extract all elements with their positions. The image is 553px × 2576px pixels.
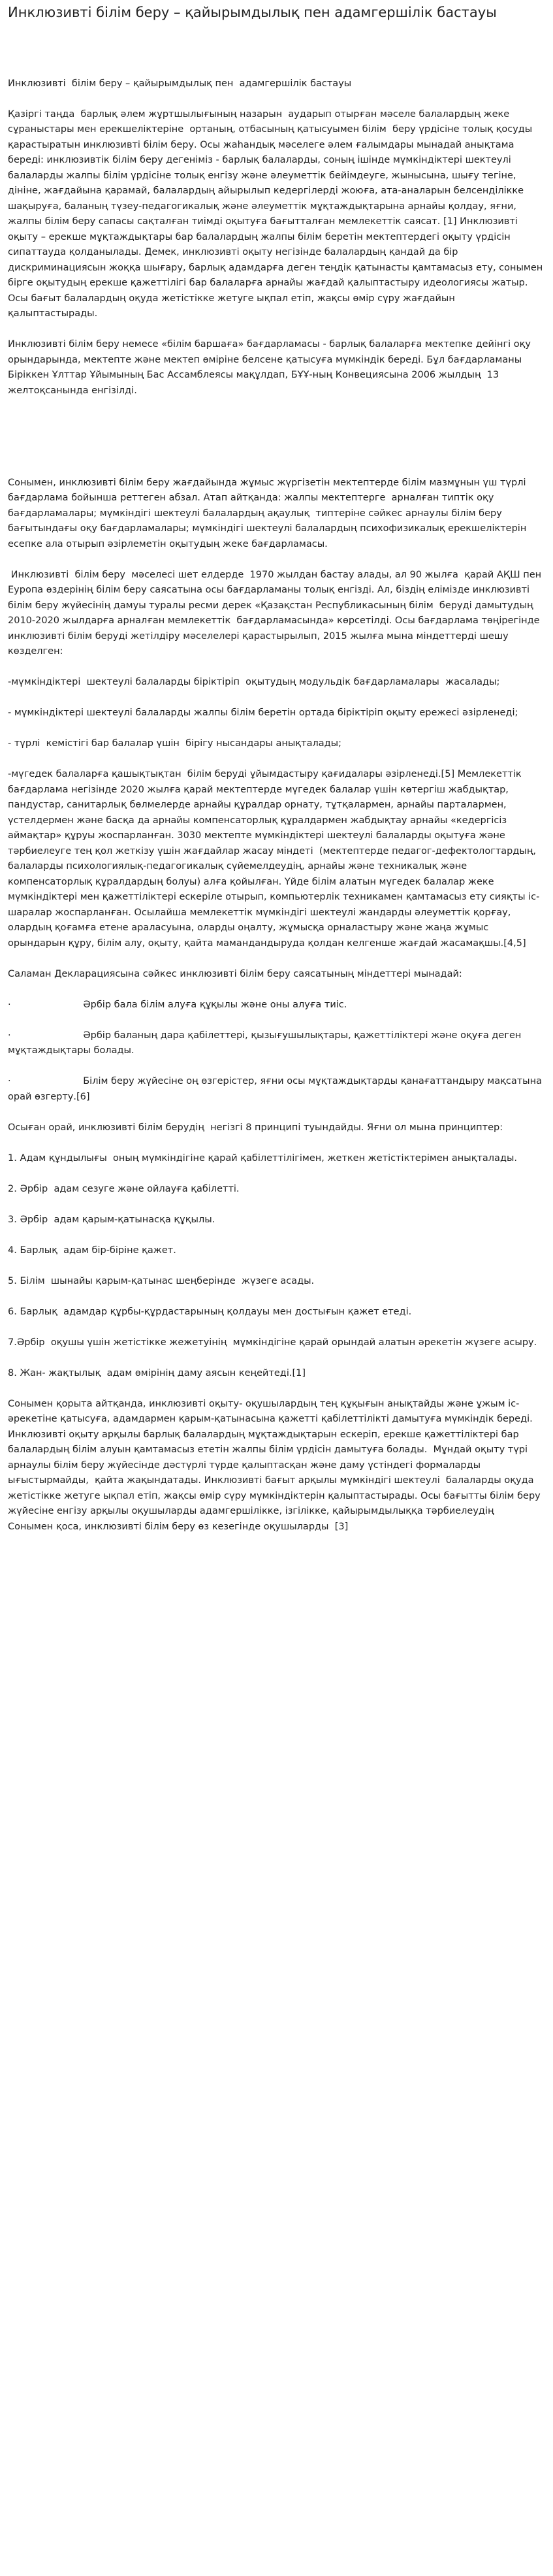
intro-paragraph: Қазіргі таңда барлық әлем жұртшылығының назарын аударып отырған мәселе балалардың жеке сұраныстары мен ерекшеліктеріне ортаның, отбасының қатысуымен білім беру үрдісіне толық қосуды қарастыратын инклюзивті білім беру. Осы жаһандық мәселеге әлем ғалымдары мынадай анықтама береді: инклюзивтік білім беру дегеніміз - барлық балаларды, соның ішінде мүмкіндіктері шектеулі балаларды жалпы білім үрдісіне толық енгізу және әлеуметтік бейімдеуге, жынысына, шығу тегіне, дініне, жағдайына қарамай, балалардың айырылып кедергілерді жоюға, ата-аналарын белсенділікке шақыруға, баланың түзеу-педагогикалық және әлеуметтік мұқтаждықтарына арнайы қолдау, яғни, жалпы білім беру сапасы сақталған тиімді оқытуға бағытталған мемлекеттік саясат. [1] Инклюзивті оқыту – ерекше мұқтаждықтары бар балалардың жалпы білім беретін мектептердегі оқыту үрдісін сипаттауда қолданылады. Демек, инклюзивті оқыту негізінде балалардың қандай да бір дискриминациясын жоққа шығару, барлық адамдарға деген теңдік қатынасты қамтамасыз ету, сонымен бірге оқытудың ерекше қажеттілігі бар балаларға арнайы жағдай қалыптастыру идеологиясы жатыр. Осы бағыт балалардың оқуда жетістікке жетуге ықпал етіп, жақсы өмір сүру жағдайын қалыптастырады. [8,108,546,319]
principle-item: 5. Білім шынайы қарым-қатынас шеңберінде жүзеге асады. [8,1275,315,1286]
program-paragraph: Инклюзивті білім беру немесе «білім баршаға» бағдарламасы - барлық балаларға мектепке дейінгі оқу орындарында, мектепте және мектеп өміріне белсене қатысуға мүмкіндік береді. Бұл бағдарламаны Біріккен Ұлттар Ұйымының Бас Ассамблеясы мақұлдап, БҰҰ-ның Конвециясына 2006 жылдың 13 желтоқсанында енгізілді. [8,339,534,396]
declaration-bullet: · Білім беру жүйесіне оң өзгерістер, яғни осы мұқтаждықтарды қанағаттандыру мақсатына орай өзгерту.[6] [8,1076,545,1102]
principle-item: 2. Әрбір адам сезуге және ойлауға қабілетті. [8,1183,240,1194]
principle-item: 3. Әрбір адам қарым-қатынасқа құқылы. [8,1214,215,1225]
history-paragraph: Инклюзивті білім беру мәселесі шет елдерде 1970 жылдан бастау алады, ал 90 жылға қарай АҚШ пен Еуропа өздерінің білім беру саясатына осы бағдарламаны толық енгізді. Ал, біздің елімізде инклюзивті білім беру жүйесінің дамуы туралы ресми дерек «Қазақстан Республикасының білім беруді дамытудың 2010-2020 жылдарға арналған мемлекеттік бағдарламасында» көрсетілді. Осы бағдарлама төңірегінде инклюзивті білім беруді жетілдіру мәселелері қарастырылып, 2015 жылға мына міндеттерді шешу көзделген: [8,569,545,657]
subtitle-paragraph: Инклюзивті білім беру – қайырымдылық пен адамгершілік бастауы [8,78,352,89]
document-body [8,76,545,1535]
principle-item: 8. Жан- жақтылық адам өмірінің даму аясын кеңейтеді.[1] [8,1367,306,1378]
principle-item: 7.Әрбір оқушы үшін жетістікке жежетуінің мүмкіндігіне қарай орындай алатын әрекетін жүзеге асыру. [8,1337,537,1348]
principle-item: 1. Адам құндылығы оның мүмкіндігіне қарай қабілеттілігімен, жеткен жетістіктерімен анықталады. [8,1152,518,1164]
task-item: - түрлі кемістігі бар балалар үшін бірігу нысандары анықталады; [8,738,341,749]
principle-item: 6. Барлық адамдар құрбы-құрдастарының қолдауы мен достығын қажет етеді. [8,1306,412,1317]
principles-intro: Осыған орай, инклюзивті білім берудің негізгі 8 принципі туындайды. Яғни ол мына принциптер: [8,1122,503,1133]
task-item: -мүмкіндіктері шектеулі балаларды біріктіріп оқытудың модульдік бағдарламалары жасалады; [8,677,500,688]
declaration-bullet: · Әрбір бала білім алуға құқылы және оны алуға тиіс. [8,999,347,1010]
spacer-paragraph [8,414,545,461]
task-item: -мүгедек балаларға қашықтықтан білім беруді ұйымдастыру қағидалары әзірленеді.[5] Мемлекеттік бағдарлама негізінде 2020 жылға қарай мектептерде мүгедек балалар үшін көтергіш жабдықтар, пандустар, санитарлық бөлмелерде арнайы құралдар орнату, тұтқалармен, арнайы парталармен, үстелдермен және басқа да арнайы компенсаторлық құралдармен жабдықтау арнайы «кедергісіз аймақтар» құруы жоспарланған. 3030 мектепте мүмкіндіктері шектеулі балаларды оқытуға және тәрбиелеуге тең қол жеткізу үшін жағдайлар жасау міндеті (мектептерде педагог-дефектологтардың, балаларды психологиялық-педагогикалық сүйемелдеудің, арнайы және техникалық және компенсаторлық құралдардың болуы) алға қойылған. Үйде білім алатын мүгедек балалар жеке мүмкіндіктері мен қажеттіліктері ескеріле отырып, компьютерлік техникамен қамтамасыз ету сияқты іс-шаралар жоспарланған. Осылайша мемлекеттік мүмкіндігі шектеулі жандарды әлеуметтік қорғау, олардың қоғамға етене араласуына, оларды оңалту, жұмысқа орналастыру және жаңа жұмыс орындарын құру, білім алу, оқыту, қайта мамандандыруда қолдан келгенше жағдай жасамақшы.[4,5] [8,769,540,949]
conclusion-paragraph: Сонымен қорыта айтқанда, инклюзивті оқыту- оқушылардың тең құқығын анықтайды және ұжым іс-әрекетіне қатысуға, адамдармен қарым-қатынасына қажетті қабілеттілікті дамытуға мүмкіндік береді. Инклюзивті оқыту арқылы барлық балалардың мұқтаждықтарын ескеріп, ерекше қажеттіліктері бар балалардың білім алуын қамтамасыз ететін жалпы білім үрдісін дамытуға болады. Мұндай оқыту түрі арнаулы білім беру жүйесінде дәстүрлі түрде қалыптасқан және даму үстіндегі формаларды ығыстырмайды, қайта жақындатады. Инклюзивті бағыт арқылы мүмкіндігі шектеулі балаларды оқуда жетістікке жетуге ықпал етіп, жақсы өмір сүру мүмкіндіктерін қалыптастырады. Осы бағытты білім беру жүйесіне енгізу арқылы оқушыларды адамгершілікке, ізгілікке, қайырымдылыққа тәрбиелеудің Сонымен қоса, инклюзивті білім беру өз кезегінде оқушыларды [3] [8,1398,544,1532]
programs-paragraph: Сонымен, инклюзивті білім беру жағдайында жұмыс жүргізетін мектептерде білім мазмұнын үш түрлі бағдарлама бойынша реттеген абзал. Атап айтқанда: жалпы мектептерге арналған типтік оқу бағдарламалары; мүмкіндігі шектеулі балалардың ақаулық типтеріне сәйкес арнаулы білім беру бағытындағы оқу бағдарламалары; мүмкіндігі шектеулі балалардың психофизикалық ерекшеліктерін есепке ала отырып әзірлеметін оқытудың жеке бағдарламасы. [8,477,532,549]
task-item: - мүмкіндіктері шектеулі балаларды жалпы білім беретін ортада біріктіріп оқыту ережесі әзірленеді; [8,708,518,719]
document-title: Инклюзивті білім беру – қайырымдылық пен адамгершілік бастауы [8,5,497,20]
declaration-paragraph: Саламан Декларациясына сәйкес инклюзивті білім беру саясатының міндеттері мынадай: [8,968,462,979]
principle-item: 4. Барлық адам бір-біріне қажет. [8,1245,176,1256]
declaration-bullet: · Әрбір баланың дара қабілеттері, қызығушылықтары, қажеттіліктері және оқуға деген мұқтаждықтары болады. [8,1030,524,1056]
